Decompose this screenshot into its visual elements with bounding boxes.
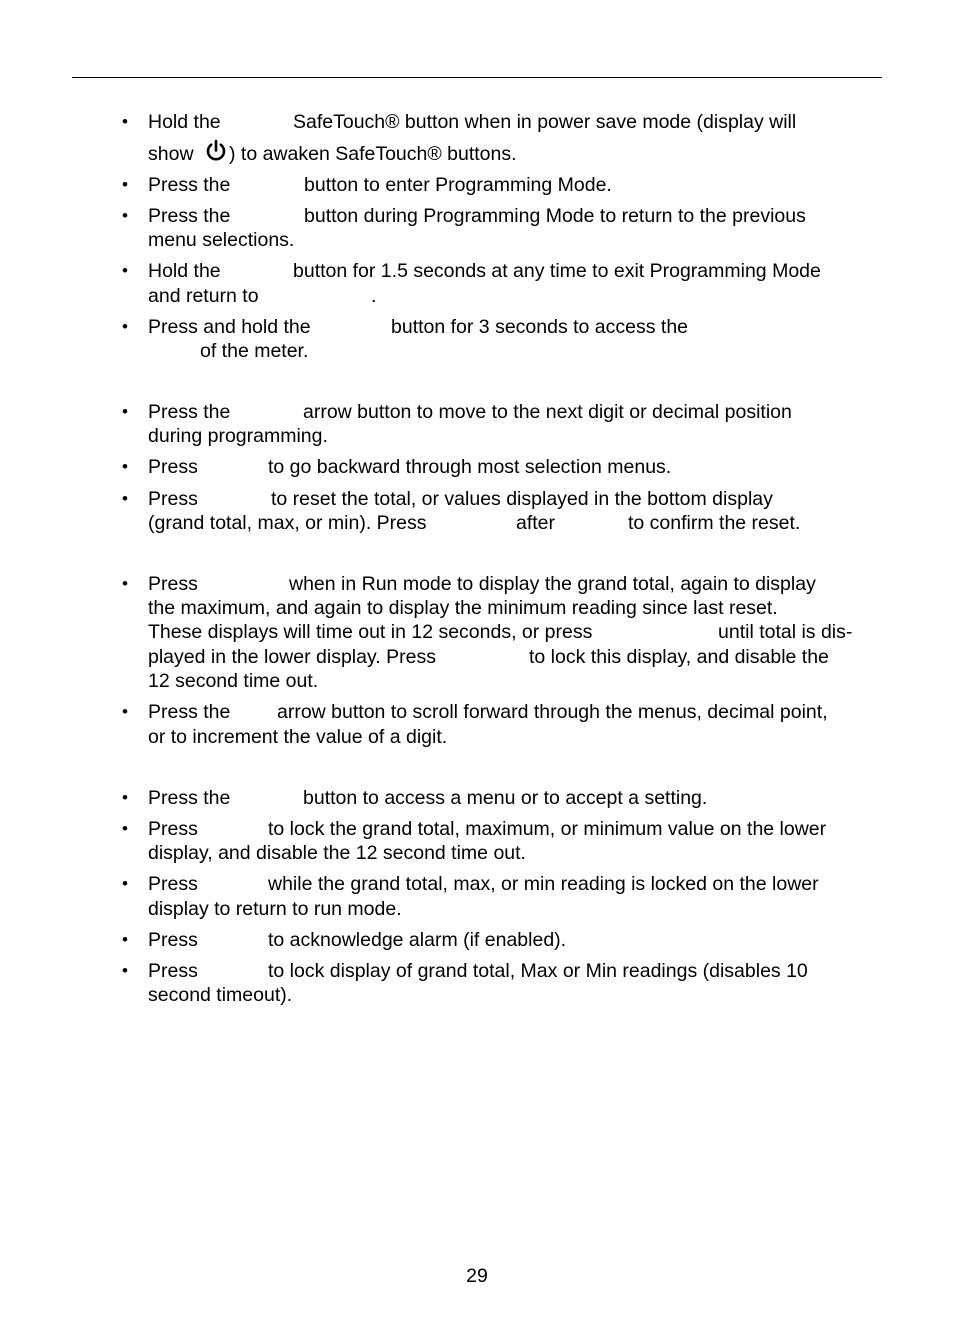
item-text: to confirm the reset. xyxy=(628,512,801,534)
item-text: played in the lower display. Press xyxy=(148,646,436,668)
item-text: during programming. xyxy=(148,425,328,447)
item-text: . xyxy=(371,285,377,307)
header-rule xyxy=(72,77,882,78)
item-text: These displays will time out in 12 seconds, or press xyxy=(148,621,593,643)
item-text: ) to awaken SafeTouch® buttons. xyxy=(229,143,517,165)
item-text: until total is dis- xyxy=(718,621,853,643)
item-text: SafeTouch® button when in power save mode (display will xyxy=(293,111,797,133)
item-text: Press and hold the xyxy=(148,316,311,338)
item-text: to lock the grand total, maximum, or minimum value on the lower xyxy=(268,818,827,840)
bullet-marker: • xyxy=(122,317,128,336)
item-text: to lock this display, and disable the xyxy=(529,646,829,668)
item-text: Press xyxy=(148,960,198,982)
item-text: to lock display of grand total, Max or Min readings (disables 10 xyxy=(268,960,808,982)
bullet-marker: • xyxy=(122,206,128,225)
item-text: Press xyxy=(148,456,198,478)
item-text: display to return to run mode. xyxy=(148,898,402,920)
item-text: Press the xyxy=(148,701,231,723)
item-text: while the grand total, max, or min reading is locked on the lower xyxy=(268,873,819,895)
item-text: (grand total, max, or min). Press xyxy=(148,512,427,534)
item-text: Press xyxy=(148,818,198,840)
item-text: to go backward through most selection menus. xyxy=(268,456,672,478)
item-text: display, and disable the 12 second time out. xyxy=(148,842,526,864)
item-text: button for 3 seconds to access the xyxy=(391,316,689,338)
item-text: 12 second time out. xyxy=(148,670,319,692)
bullet-marker: • xyxy=(122,402,128,421)
item-text: Press xyxy=(148,573,198,595)
item-text: button for 1.5 seconds at any time to exit Programming Mode xyxy=(293,260,821,282)
item-text: Hold the xyxy=(148,111,221,133)
power-icon xyxy=(203,138,229,164)
item-text: arrow button to move to the next digit or decimal position xyxy=(303,401,792,423)
bullet-marker: • xyxy=(122,457,128,476)
item-text: show xyxy=(148,143,194,165)
item-text: and return to xyxy=(148,285,259,307)
item-text: button to enter Programming Mode. xyxy=(304,174,612,196)
item-text: or to increment the value of a digit. xyxy=(148,726,448,748)
bullet-marker: • xyxy=(122,788,128,807)
item-text: Hold the xyxy=(148,260,221,282)
bullet-marker: • xyxy=(122,261,128,280)
bullet-marker: • xyxy=(122,819,128,838)
item-text: the maximum, and again to display the minimum reading since last reset. xyxy=(148,597,778,619)
bullet-marker: • xyxy=(122,961,128,980)
page-number: 29 xyxy=(466,1265,488,1287)
item-text: after xyxy=(516,512,556,534)
item-text: Press the xyxy=(148,205,231,227)
bullet-marker: • xyxy=(122,112,128,131)
item-text: arrow button to scroll forward through the menus, decimal point, xyxy=(277,701,828,723)
item-text: to reset the total, or values displayed in the bottom display xyxy=(271,488,773,510)
bullet-marker: • xyxy=(122,702,128,721)
bullet-marker: • xyxy=(122,574,128,593)
item-text: Press xyxy=(148,488,198,510)
bullet-marker: • xyxy=(122,930,128,949)
item-text: when in Run mode to display the grand total, again to display xyxy=(289,573,816,595)
item-text: button to access a menu or to accept a setting. xyxy=(303,787,708,809)
item-text: of the meter. xyxy=(200,340,309,362)
bullet-marker: • xyxy=(122,489,128,508)
item-text: Press xyxy=(148,873,198,895)
item-text: Press the xyxy=(148,174,231,196)
bullet-marker: • xyxy=(122,175,128,194)
item-text: Press xyxy=(148,929,198,951)
item-text: Press the xyxy=(148,787,231,809)
item-text: to acknowledge alarm (if enabled). xyxy=(268,929,567,951)
item-text: second timeout). xyxy=(148,984,293,1006)
item-text: button during Programming Mode to return to the previous xyxy=(304,205,806,227)
item-text: Press the xyxy=(148,401,231,423)
bullet-marker: • xyxy=(122,874,128,893)
item-text: menu selections. xyxy=(148,229,295,251)
